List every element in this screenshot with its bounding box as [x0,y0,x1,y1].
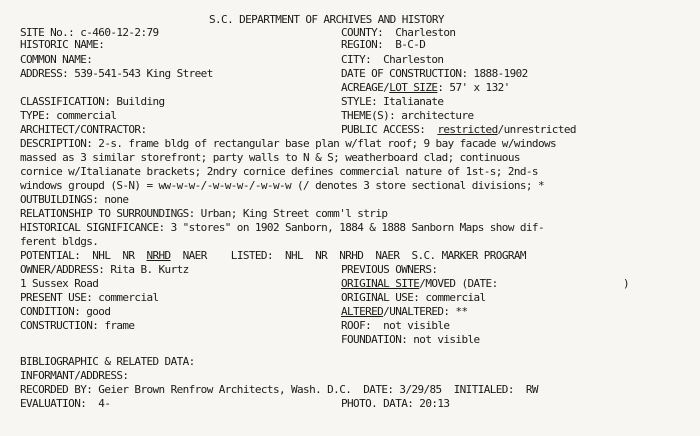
potential-nrhd: NRHD [146,249,171,262]
outbuildings: OUTBUILDINGS: none [20,193,129,206]
description-line-3: cornice w/Italianate brackets; 2ndry cornice defines commercial nature of 1st-s; 2nd-s [20,165,538,178]
description-line-4: windows groupd (S-N) = ww-w-w-/-w-w-w-/-w-w-w (/ denotes 3 store sectional divisions; * [20,179,544,192]
themes: THEME(S): architecture [341,109,474,122]
city: CITY: Charleston [341,53,444,66]
condition: CONDITION: good [20,305,111,318]
moved-date-label: /MOVED (DATE: [419,277,498,290]
lot-size-value: : 57' x 132' [437,81,510,94]
public-access-unrestricted: /unrestricted [497,123,576,136]
owner-street: 1 Sussex Road [20,277,99,290]
relationship-to-surroundings: RELATIONSHIP TO SURROUNDINGS: Urban; King Street comm'l strip [20,207,388,220]
original-site-moved [341,278,498,290]
region: REGION: B-C-D [341,38,426,51]
photo-data: PHOTO. DATA: 20:13 [341,397,450,410]
architect-contractor: ARCHITECT/CONTRACTOR: [20,123,147,136]
present-use: PRESENT USE: commercial [20,291,159,304]
date-of-construction: DATE OF CONSTRUCTION: 1888-1902 [341,67,528,80]
description-line-2: massed as 3 similar storefront; party walls to N & S; weatherboard clad; continuous [20,151,520,164]
public-access-label: PUBLIC ACCESS: [341,123,438,136]
type: TYPE: commercial [20,109,117,122]
unaltered: /UNALTERED: ** [383,305,468,318]
potential-label: POTENTIAL: NHL NR [20,249,147,262]
historic-name: HISTORIC NAME: [20,38,105,51]
lot-size-label: LOT SIZE [389,81,438,94]
potential-listed [20,250,526,262]
roof: ROOF: not visible [341,319,450,332]
foundation: FOUNDATION: not visible [341,333,480,346]
description-line-1: DESCRIPTION: 2-s. frame bldg of rectangular base plan w/flat roof; 9 bay facade w/windows [20,137,557,150]
recorded-by: RECORDED BY: Geier Brown Renfrow Architects, Wash. D.C. DATE: 3/29/85 INITIALED: RW [20,383,538,396]
evaluation: EVALUATION: 4- [20,397,111,410]
historical-significance-line-1: HISTORICAL SIGNIFICANCE: 3 "stores" on 1902 Sanborn, 1884 & 1888 Sanborn Maps show dif- [20,221,544,234]
owner-address: OWNER/ADDRESS: Rita B. Kurtz [20,263,189,276]
construction: CONSTRUCTION: frame [20,319,135,332]
listed-label: NAER LISTED: NHL NR NRHD NAER S.C. MARKER PROGRAM [170,249,526,262]
altered-unaltered [341,306,468,318]
bibliographic-data: BIBLIOGRAPHIC & RELATED DATA: [20,355,195,368]
public-access-restricted: restricted [437,123,498,136]
address: ADDRESS: 539-541-543 King Street [20,67,213,80]
original-site: ORIGINAL SITE [341,277,420,290]
common-name: COMMON NAME: [20,53,93,66]
site-number: SITE No.: c-460-12-2:79 [20,26,159,39]
acreage-lot-size [341,82,510,94]
public-access [341,124,576,136]
header-title: S.C. DEPARTMENT OF ARCHIVES AND HISTORY [209,13,444,26]
county: COUNTY: Charleston [341,26,456,39]
altered: ALTERED [341,305,384,318]
moved-date-close: ) [623,277,630,290]
previous-owners: PREVIOUS OWNERS: [341,263,438,276]
informant-address: INFORMANT/ADDRESS: [20,369,129,382]
acreage-label: ACREAGE/ [341,81,390,94]
style: STYLE: Italianate [341,95,444,108]
historical-significance-line-2: ferent bldgs. [20,235,99,248]
classification: CLASSIFICATION: Building [20,95,165,108]
original-use: ORIGINAL USE: commercial [341,291,486,304]
